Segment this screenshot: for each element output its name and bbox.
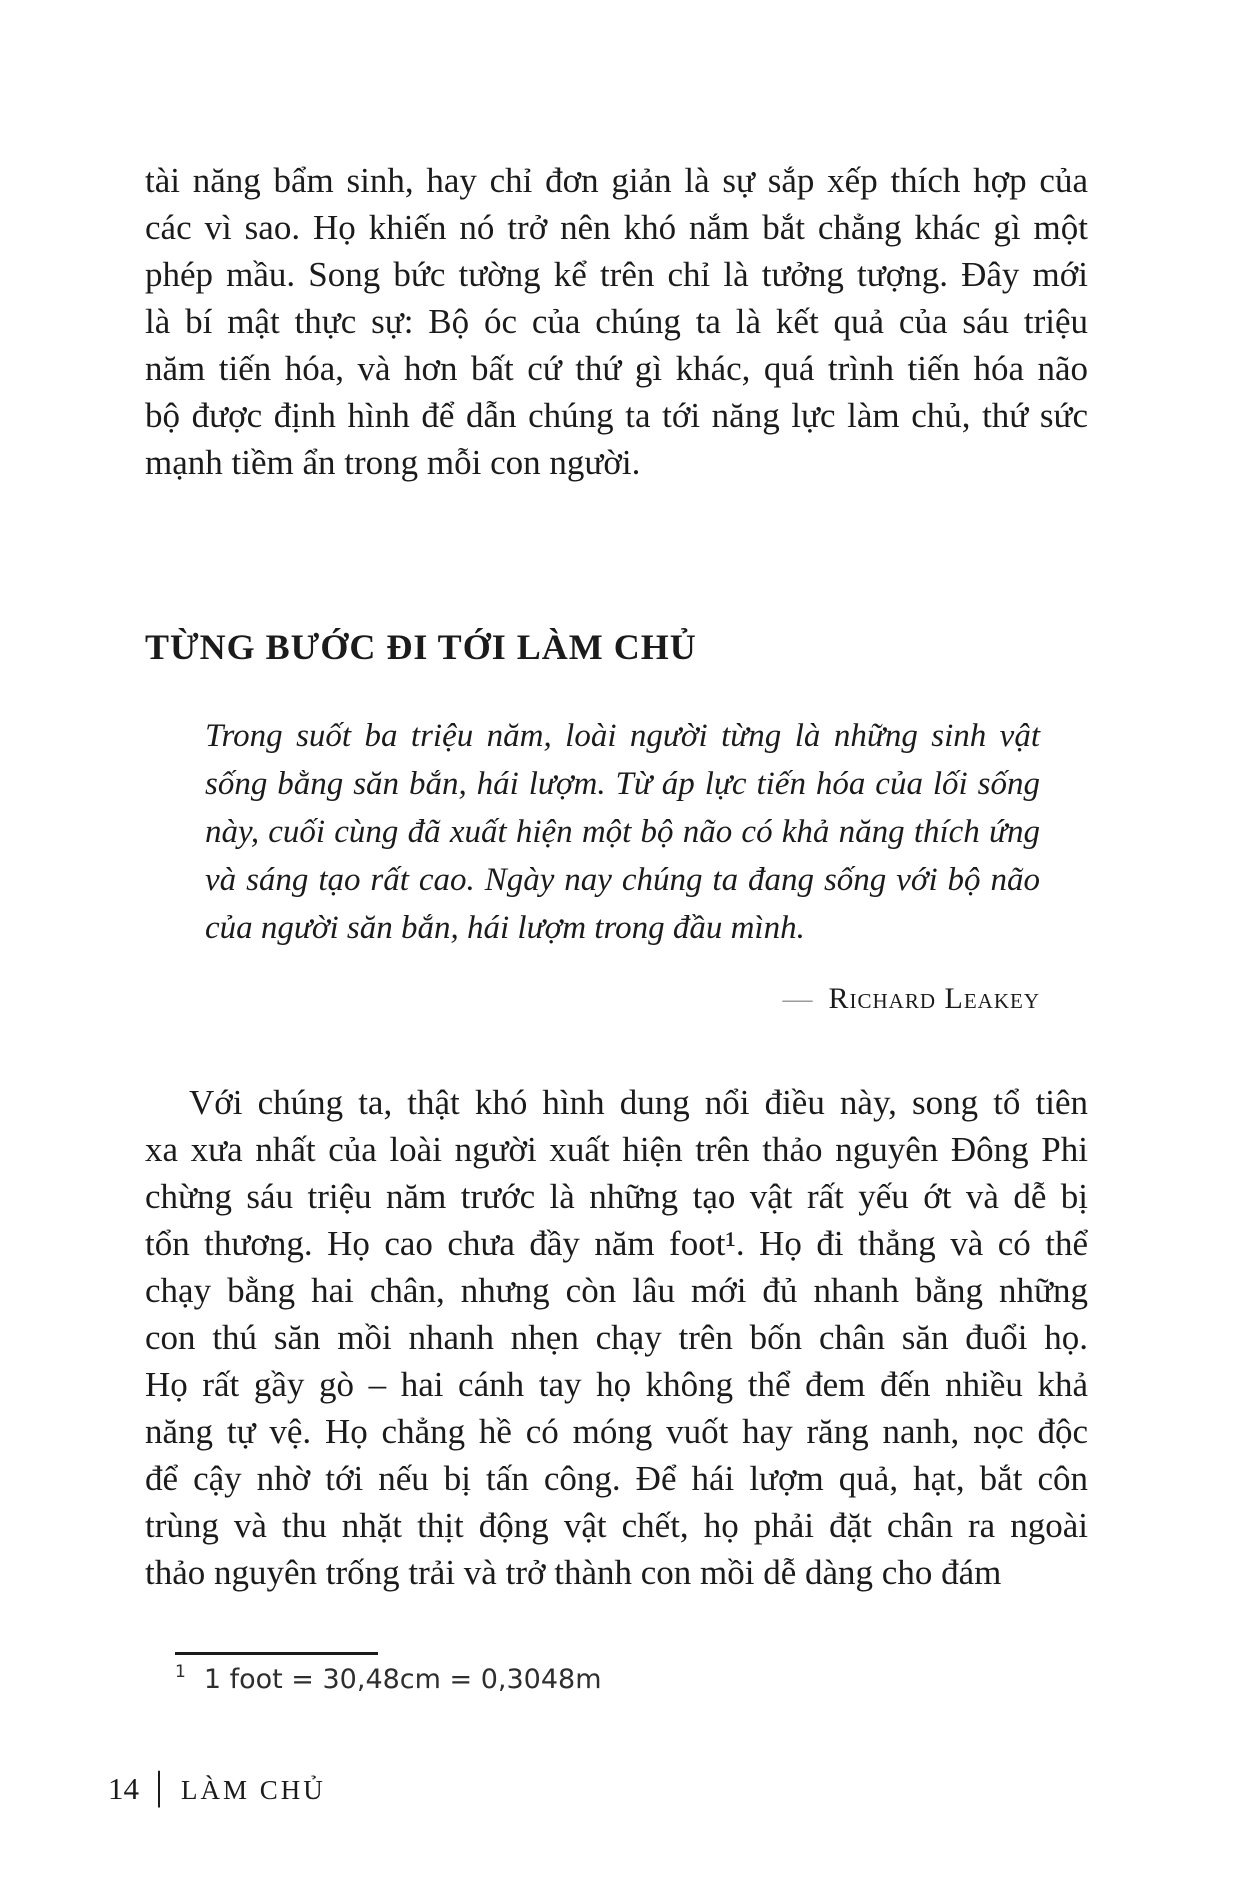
section-heading: TỪNG BƯỚC ĐI TỚI LÀM CHỦ xyxy=(145,627,697,667)
page-number: 14 xyxy=(108,1771,139,1806)
text-line: tổn thương. Họ cao chưa đầy năm foot¹. Họ đi thẳng và có thể xyxy=(145,1224,1088,1263)
footnote-rule xyxy=(175,1652,378,1655)
text-line: năng tự vệ. Họ chẳng hề có móng vuốt hay răng nanh, nọc độc xyxy=(145,1412,1088,1451)
text-line: chừng sáu triệu năm trước là những tạo vật rất yếu ớt và dễ bị xyxy=(145,1177,1088,1216)
text-line: của người săn bắn, hái lượm trong đầu mình. xyxy=(205,910,805,946)
text-line: thảo nguyên trống trải và trở thành con mồi dễ dàng cho đám xyxy=(145,1553,1002,1592)
text-line: phép mầu. Song bức tường kể trên chỉ là tưởng tượng. Đây mới xyxy=(145,255,1088,294)
text-line: Trong suốt ba triệu năm, loài người từng là những sinh vật xyxy=(205,718,1040,754)
text-line: là bí mật thực sự: Bộ óc của chúng ta là kết quả của sáu triệu xyxy=(145,302,1088,341)
text-line: con thú săn mồi nhanh nhẹn chạy trên bốn chân săn đuổi họ. xyxy=(145,1318,1088,1357)
text-line: trùng và thu nhặt thịt động vật chết, họ phải đặt chân ra ngoài xyxy=(145,1506,1088,1545)
text-line: Với chúng ta, thật khó hình dung nổi điều này, song tổ tiên xyxy=(189,1083,1088,1122)
attribution-dash: — xyxy=(782,982,815,1015)
text-line: tài năng bẩm sinh, hay chỉ đơn giản là sự sắp xếp thích hợp của xyxy=(145,161,1088,200)
attribution-name: Richard Leakey xyxy=(828,982,1040,1015)
footnote-marker: 1 xyxy=(175,1662,186,1682)
text-line: năm tiến hóa, và hơn bất cứ thứ gì khác, quá trình tiến hóa não xyxy=(145,349,1088,388)
text-line: và sáng tạo rất cao. Ngày nay chúng ta đang sống với bộ não xyxy=(205,862,1040,898)
text-line: Họ rất gầy gò – hai cánh tay họ không thể đem đến nhiều khả xyxy=(145,1365,1088,1404)
quote-attribution xyxy=(205,982,1040,1016)
text-line: để cậy nhờ tới nếu bị tấn công. Để hái lượm quả, hạt, bắt côn xyxy=(145,1459,1088,1498)
footnote xyxy=(175,1662,602,1695)
text-line: sống bằng săn bắn, hái lượm. Từ áp lực tiến hóa của lối sống xyxy=(205,766,1040,802)
text-line: các vì sao. Họ khiến nó trở nên khó nắm bắt chẳng khác gì một xyxy=(145,208,1088,247)
quote-block xyxy=(205,712,1040,952)
text-line: mạnh tiềm ẩn trong mỗi con người. xyxy=(145,443,641,482)
page-footer xyxy=(108,1762,326,1809)
text-line: này, cuối cùng đã xuất hiện một bộ não có khả năng thích ứng xyxy=(205,814,1040,850)
footer-divider: | xyxy=(155,1763,164,1808)
body-paragraph xyxy=(145,1079,1088,1596)
text-line: bộ được định hình để dẫn chúng ta tới năng lực làm chủ, thứ sức xyxy=(145,396,1088,435)
footnote-text: 1 foot = 30,48cm = 0,3048m xyxy=(203,1664,602,1695)
text-line: xa xưa nhất của loài người xuất hiện trên thảo nguyên Đông Phi xyxy=(145,1130,1088,1169)
text-line: chạy bằng hai chân, nhưng còn lâu mới đủ nhanh bằng những xyxy=(145,1271,1088,1310)
book-title: LÀM CHỦ xyxy=(181,1775,326,1805)
intro-paragraph xyxy=(145,157,1088,486)
